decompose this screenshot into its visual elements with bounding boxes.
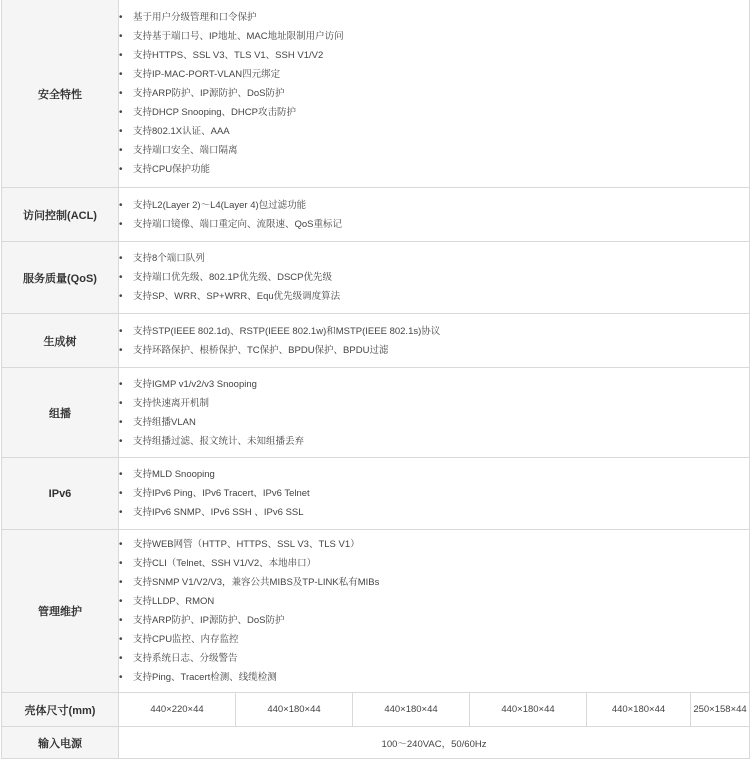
feature-item: • 支持端口优先级、802.1P优先级、DSCP优先级 — [119, 268, 749, 287]
power-value: 100～240VAC，50/60Hz — [119, 727, 750, 759]
feature-list — [119, 375, 749, 451]
feature-item: • 支持SP、WRR、SP+WRR、Equ优先级调度算法 — [119, 287, 749, 306]
feature-item: • 支持CLI（Telnet、SSH V1/V2、本地串口） — [119, 554, 749, 573]
feature-item: • 支持组播VLAN — [119, 413, 749, 432]
feature-item: • 支持ARP防护、IP源防护、DoS防护 — [119, 84, 749, 103]
row-label: 管理维护 — [2, 530, 119, 693]
feature-cell — [119, 368, 750, 458]
spec-table — [1, 0, 750, 759]
feature-cell — [119, 530, 750, 693]
dimension-value: 440×180×44 — [236, 693, 353, 727]
row-label: 服务质量(QoS) — [2, 242, 119, 314]
feature-item: • 支持端口安全、端口隔离 — [119, 141, 749, 160]
dimensions-label: 壳体尺寸(mm) — [2, 693, 119, 727]
feature-cell — [119, 0, 750, 188]
feature-item: • 支持L2(Layer 2)～L4(Layer 4)包过滤功能 — [119, 196, 749, 215]
power-row — [2, 727, 750, 759]
feature-item: • 支持MLD Snooping — [119, 465, 749, 484]
feature-item: • 支持环路保护、根桥保护、TC保护、BPDU保护、BPDU过滤 — [119, 341, 749, 360]
row-label: 组播 — [2, 368, 119, 458]
spec-row — [2, 458, 750, 530]
dimension-value: 440×180×44 — [353, 693, 470, 727]
feature-item: • 支持ARP防护、IP源防护、DoS防护 — [119, 611, 749, 630]
row-label: 安全特性 — [2, 0, 119, 188]
row-label: IPv6 — [2, 458, 119, 530]
feature-cell — [119, 242, 750, 314]
feature-list — [119, 8, 749, 179]
dimension-value: 250×158×44 — [691, 693, 750, 727]
feature-item: • 基于用户分级管理和口令保护 — [119, 8, 749, 27]
dimension-value: 440×220×44 — [119, 693, 236, 727]
feature-cell — [119, 458, 750, 530]
spec-row — [2, 368, 750, 458]
feature-item: • 支持WEB网管（HTTP、HTTPS、SSL V3、TLS V1） — [119, 535, 749, 554]
feature-item: • 支持系统日志、分级警告 — [119, 649, 749, 668]
feature-list — [119, 322, 749, 360]
feature-item: • 支持端口镜像、端口重定向、流限速、QoS重标记 — [119, 215, 749, 234]
spec-row — [2, 0, 750, 188]
feature-item: • 支持CPU监控、内存监控 — [119, 630, 749, 649]
feature-item: • 支持802.1X认证、AAA — [119, 122, 749, 141]
spec-row — [2, 530, 750, 693]
feature-item: • 支持IP-MAC-PORT-VLAN四元绑定 — [119, 65, 749, 84]
feature-cell — [119, 314, 750, 368]
feature-item: • 支持组播过滤、报文统计、未知组播丢弃 — [119, 432, 749, 451]
feature-item: • 支持8个端口队列 — [119, 249, 749, 268]
feature-list — [119, 196, 749, 234]
feature-list — [119, 465, 749, 522]
feature-item: • 支持SNMP V1/V2/V3，兼容公共MIBS及TP-LINK私有MIBs — [119, 573, 749, 592]
feature-list — [119, 249, 749, 306]
feature-item: • 支持快速离开机制 — [119, 394, 749, 413]
dimensions-row — [2, 693, 750, 727]
dimension-value: 440×180×44 — [587, 693, 691, 727]
feature-item: • 支持CPU保护功能 — [119, 160, 749, 179]
spec-row — [2, 314, 750, 368]
feature-item: • 支持基于端口号、IP地址、MAC地址限制用户访问 — [119, 27, 749, 46]
feature-item: • 支持Ping、Tracert检测、线缆检测 — [119, 668, 749, 687]
row-label: 生成树 — [2, 314, 119, 368]
dimension-value: 440×180×44 — [470, 693, 587, 727]
power-label: 输入电源 — [2, 727, 119, 759]
row-label: 访问控制(ACL) — [2, 188, 119, 242]
spec-row — [2, 242, 750, 314]
feature-item: • 支持DHCP Snooping、DHCP攻击防护 — [119, 103, 749, 122]
spec-row — [2, 188, 750, 242]
feature-item: • 支持STP(IEEE 802.1d)、RSTP(IEEE 802.1w)和MSTP(IEEE 802.1s)协议 — [119, 322, 749, 341]
feature-item: • 支持HTTPS、SSL V3、TLS V1、SSH V1/V2 — [119, 46, 749, 65]
feature-list — [119, 535, 749, 687]
feature-cell — [119, 188, 750, 242]
feature-item: • 支持IPv6 SNMP、IPv6 SSH 、IPv6 SSL — [119, 503, 749, 522]
feature-item: • 支持LLDP、RMON — [119, 592, 749, 611]
spec-table-body — [2, 0, 750, 759]
feature-item: • 支持IPv6 Ping、IPv6 Tracert、IPv6 Telnet — [119, 484, 749, 503]
feature-item: • 支持IGMP v1/v2/v3 Snooping — [119, 375, 749, 394]
